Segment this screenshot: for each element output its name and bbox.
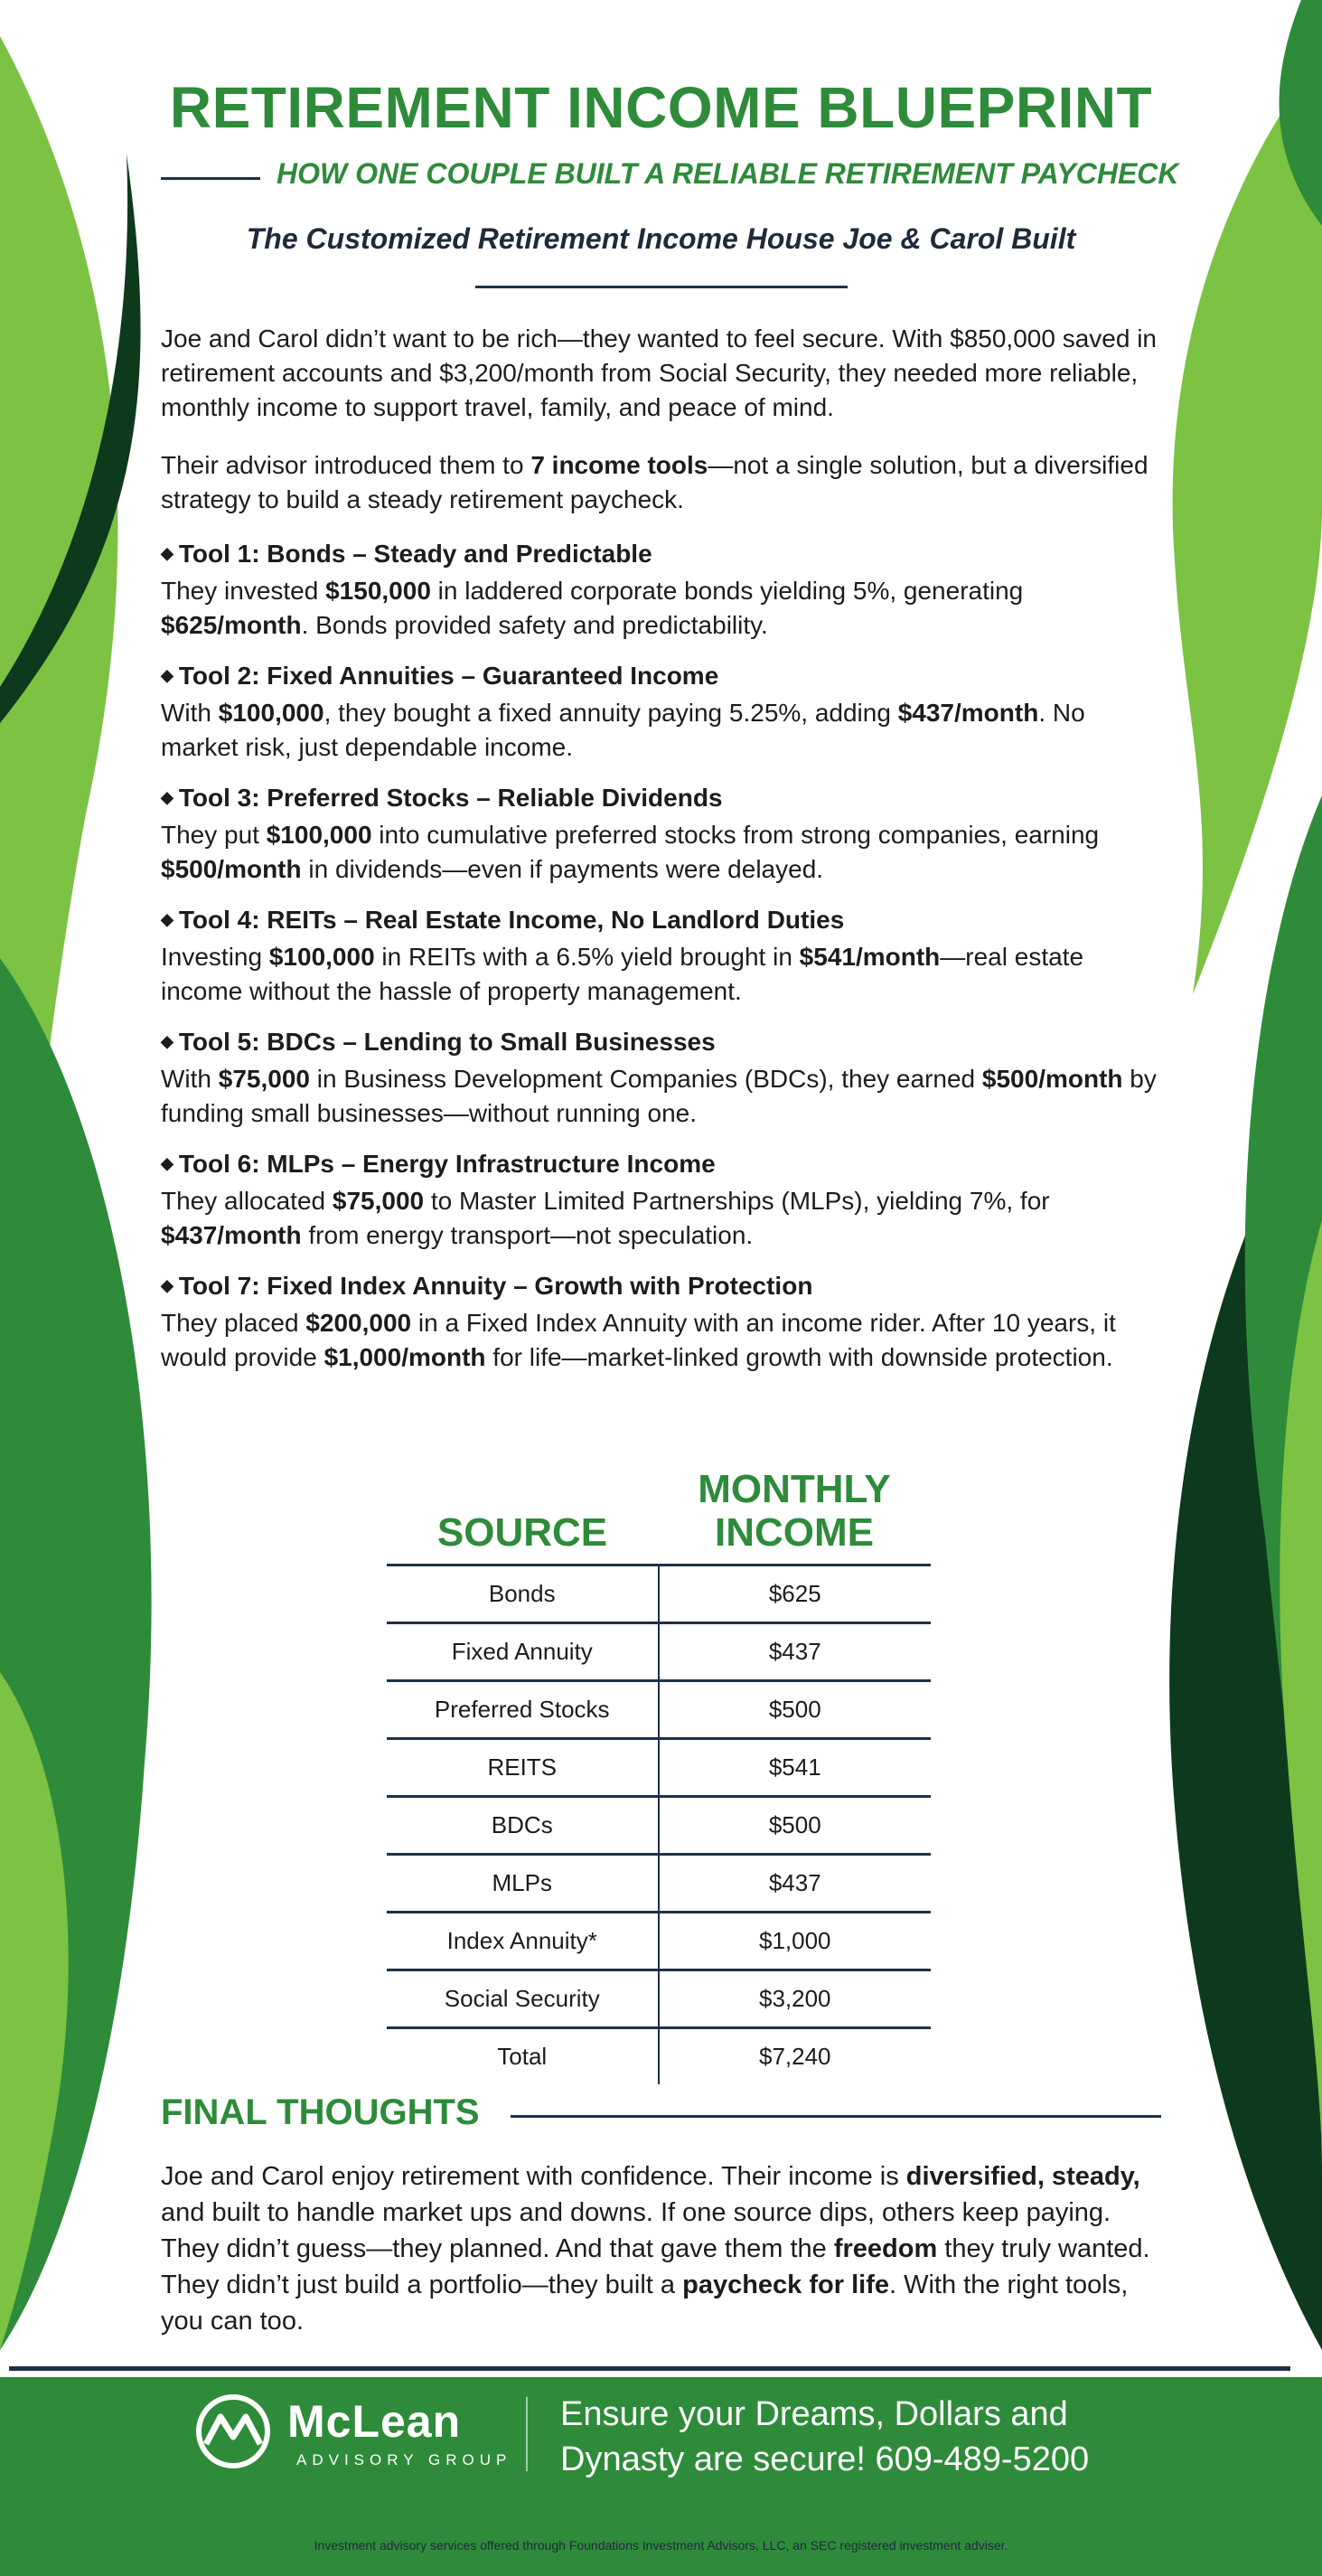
- table-cell-source: BDCs: [491, 1811, 553, 1838]
- table-cell-source: Total: [497, 2043, 548, 2070]
- table-row: [387, 1911, 931, 1969]
- table-cell-income: $437: [658, 1624, 932, 1679]
- ft-highlight: freedom: [833, 2234, 938, 2263]
- diamond-bullet-icon: ◆: [161, 1154, 173, 1172]
- table-row: [387, 1969, 931, 2026]
- tool-description: [161, 1062, 1166, 1131]
- table-cell-income: $625: [658, 1566, 932, 1622]
- table-row: [387, 1795, 931, 1853]
- tool-text: in dividends—even if payments were delayed.: [301, 855, 824, 883]
- tool-amount: $150,000: [325, 577, 431, 605]
- tool-monthly: $437/month: [897, 699, 1039, 727]
- ft-text: . With the right tools, you can too.: [161, 2270, 1129, 2336]
- tool-text: They allocated: [161, 1187, 333, 1215]
- ft-text: Joe and Carol enjoy retirement with confidence. Their income is: [161, 2162, 906, 2191]
- ft-text: and built to handle market ups and downs. If one source dips, others keep paying. They didn’t guess—they planned. And that gave them the: [161, 2198, 1111, 2263]
- tool-heading-text: Tool 1: Bonds – Steady and Predictable: [178, 540, 652, 568]
- tool-heading: [161, 1269, 1166, 1306]
- page-title: RETIREMENT INCOME BLUEPRINT: [169, 75, 1153, 140]
- final-thoughts-body: [161, 2158, 1166, 2339]
- tool-monthly: $541/month: [799, 943, 941, 971]
- tool-text: They invested: [161, 577, 326, 605]
- page-subtitle: HOW ONE COUPLE BUILT A RELIABLE RETIREMENT PAYCHECK: [277, 157, 1179, 190]
- footer-divider: [9, 2366, 1290, 2371]
- tool-text: , they bought a fixed annuity paying 5.25%, adding: [323, 699, 898, 727]
- intro-text: Their advisor introduced them to: [161, 451, 531, 479]
- tool-amount: $100,000: [268, 943, 375, 971]
- tool-item: [161, 537, 1166, 643]
- tool-text: —real estate income without the hassle of property management.: [161, 943, 1084, 1005]
- tool-item: [161, 1147, 1166, 1253]
- table-row: [387, 1622, 931, 1679]
- intro-highlight: 7 income tools: [530, 451, 708, 479]
- tool-heading-text: Tool 7: Fixed Index Annuity – Growth with Protection: [178, 1272, 813, 1300]
- diamond-bullet-icon: ◆: [161, 910, 173, 928]
- tool-text: from energy transport—not speculation.: [301, 1221, 754, 1249]
- tool-item: [161, 903, 1166, 1009]
- table-row: [387, 1737, 931, 1795]
- tool-text: in REITs with a 6.5% yield brought in: [374, 943, 800, 971]
- final-thoughts-title: FINAL THOUGHTS: [161, 2092, 480, 2132]
- slogan-line-2: Dynasty are secure! 609-489-5200: [560, 2440, 1090, 2478]
- table-cell-source: Bonds: [488, 1580, 556, 1607]
- table-row: [387, 1564, 931, 1622]
- table-cell-source: REITS: [487, 1753, 558, 1781]
- footer-slogan: [560, 2392, 1283, 2482]
- tool-description: [161, 1184, 1166, 1253]
- tool-heading-text: Tool 2: Fixed Annuities – Guaranteed Income: [178, 662, 719, 690]
- tool-heading-text: Tool 6: MLPs – Energy Infrastructure Income: [178, 1150, 716, 1178]
- disclaimer: Investment advisory services offered through Foundations Investment Advisors, LLC, an SEC registered investment adviser.: [314, 2538, 1008, 2552]
- tool-heading: [161, 537, 1166, 574]
- table-header-income-line2: INCOME: [715, 1510, 874, 1555]
- tool-text: in laddered corporate bonds yielding 5%, generating: [430, 577, 1024, 605]
- table-cell-income: $437: [658, 1856, 932, 1911]
- tool-text: With: [161, 1065, 219, 1093]
- table-cell-income: $500: [658, 1682, 932, 1737]
- diamond-bullet-icon: ◆: [161, 666, 173, 684]
- table-body: [387, 1564, 931, 2084]
- table-header-income-line1: MONTHLY: [698, 1467, 891, 1511]
- table-cell-income: $541: [658, 1740, 932, 1795]
- tagline-divider: [475, 286, 848, 288]
- article-body: [161, 322, 1166, 1391]
- table-header-income: [658, 1468, 931, 1564]
- table-row: [387, 1679, 931, 1737]
- table-header-source: SOURCE: [436, 1510, 608, 1555]
- tool-description: [161, 696, 1166, 765]
- table-cell-income: $3,200: [658, 1971, 932, 2026]
- ft-highlight: paycheck for life: [682, 2270, 889, 2299]
- tool-amount: $200,000: [305, 1309, 412, 1337]
- tool-heading-text: Tool 3: Preferred Stocks – Reliable Dividends: [178, 784, 723, 812]
- tool-amount: $100,000: [218, 699, 324, 727]
- diamond-bullet-icon: ◆: [161, 544, 173, 562]
- ft-highlight: diversified, steady,: [905, 2162, 1140, 2191]
- table-cell-source: Fixed Annuity: [451, 1638, 593, 1665]
- logo-subtitle: ADVISORY GROUP: [296, 2451, 512, 2468]
- tool-monthly: $1,000/month: [323, 1343, 486, 1371]
- tool-heading: [161, 659, 1166, 696]
- tool-monthly: $625/month: [161, 611, 302, 639]
- table-cell-income: $7,240: [658, 2029, 932, 2084]
- tool-text: With: [161, 699, 219, 727]
- subtitle-divider: [161, 177, 260, 180]
- tool-text: They placed: [161, 1309, 306, 1337]
- tool-monthly: $500/month: [161, 855, 302, 883]
- tool-text: by funding small businesses—without running one.: [161, 1065, 1157, 1127]
- table-cell-income: $500: [658, 1798, 932, 1853]
- tool-text: for life—market-linked growth with downside protection.: [485, 1343, 1113, 1371]
- tool-item: [161, 1269, 1166, 1375]
- tool-text: to Master Limited Partnerships (MLPs), yielding 7%, for: [424, 1187, 1050, 1215]
- right-light-green-swoosh: [1173, 54, 1322, 994]
- table-cell-source: Index Annuity*: [446, 1927, 597, 1954]
- tool-text: in Business Development Companies (BDCs), they earned: [310, 1065, 982, 1093]
- tool-amount: $75,000: [218, 1065, 310, 1093]
- tool-text: . Bonds provided safety and predictability.: [301, 611, 768, 639]
- intro-paragraph-2: [161, 448, 1166, 517]
- tools-list: [161, 537, 1166, 1375]
- table-row: [387, 1853, 931, 1911]
- tool-heading-text: Tool 4: REITs – Real Estate Income, No Landlord Duties: [178, 906, 845, 934]
- intro-text: —not a single solution, but a diversified strategy to build a steady retirement paycheck.: [161, 451, 1149, 513]
- diamond-bullet-icon: ◆: [161, 1276, 173, 1294]
- tool-heading: [161, 781, 1166, 818]
- logo-mark-text: MA: [232, 2442, 234, 2443]
- logo-name: McLean: [287, 2396, 462, 2447]
- mclean-logo-icon: [193, 2392, 273, 2471]
- income-table: [387, 1455, 931, 2084]
- slogan-line-1: Ensure your Dreams, Dollars and: [560, 2395, 1068, 2433]
- tool-heading: [161, 1147, 1166, 1184]
- tool-text: in a Fixed Index Annuity with an income rider. After 10 years, it would provide: [161, 1309, 1116, 1371]
- footer-separator: [526, 2397, 528, 2471]
- tool-item: [161, 781, 1166, 887]
- tool-description: [161, 818, 1166, 887]
- tool-text: . No market risk, just dependable income.: [161, 699, 1085, 761]
- tool-heading: [161, 903, 1166, 940]
- tool-text: Investing: [161, 943, 269, 971]
- page-tagline: The Customized Retirement Income House Joe & Carol Built: [246, 222, 1076, 255]
- ft-text: they truly wanted. They didn’t just build a portfolio—they built a: [161, 2234, 1150, 2299]
- tool-amount: $75,000: [332, 1187, 425, 1215]
- tool-text: into cumulative preferred stocks from strong companies, earning: [371, 821, 1100, 849]
- table-cell-source: Preferred Stocks: [434, 1696, 610, 1723]
- tool-text: They put: [161, 821, 267, 849]
- tool-item: [161, 659, 1166, 765]
- table-cell-income: $1,000: [658, 1913, 932, 1969]
- table-cell-source: Social Security: [444, 1985, 600, 2012]
- diamond-bullet-icon: ◆: [161, 1032, 173, 1050]
- tool-item: [161, 1025, 1166, 1131]
- tool-monthly: $437/month: [161, 1221, 302, 1249]
- tool-description: [161, 940, 1166, 1009]
- tool-description: [161, 574, 1166, 643]
- intro-paragraph-1: Joe and Carol didn’t want to be rich—they wanted to feel secure. With $850,000 saved in retirement accounts and $3,200/month from Social Security, they needed more reliable, monthly income to support travel, family, and peace of mind.: [161, 324, 1157, 421]
- tool-description: [161, 1306, 1166, 1375]
- tool-amount: $100,000: [266, 821, 372, 849]
- table-cell-source: MLPs: [492, 1869, 552, 1896]
- tool-heading-text: Tool 5: BDCs – Lending to Small Businesses: [178, 1028, 716, 1056]
- diamond-bullet-icon: ◆: [161, 788, 173, 806]
- tool-monthly: $500/month: [981, 1065, 1123, 1093]
- table-row: [387, 2026, 931, 2084]
- final-thoughts-divider: [511, 2115, 1161, 2118]
- tool-heading: [161, 1025, 1166, 1062]
- table-header-row: [387, 1455, 931, 1564]
